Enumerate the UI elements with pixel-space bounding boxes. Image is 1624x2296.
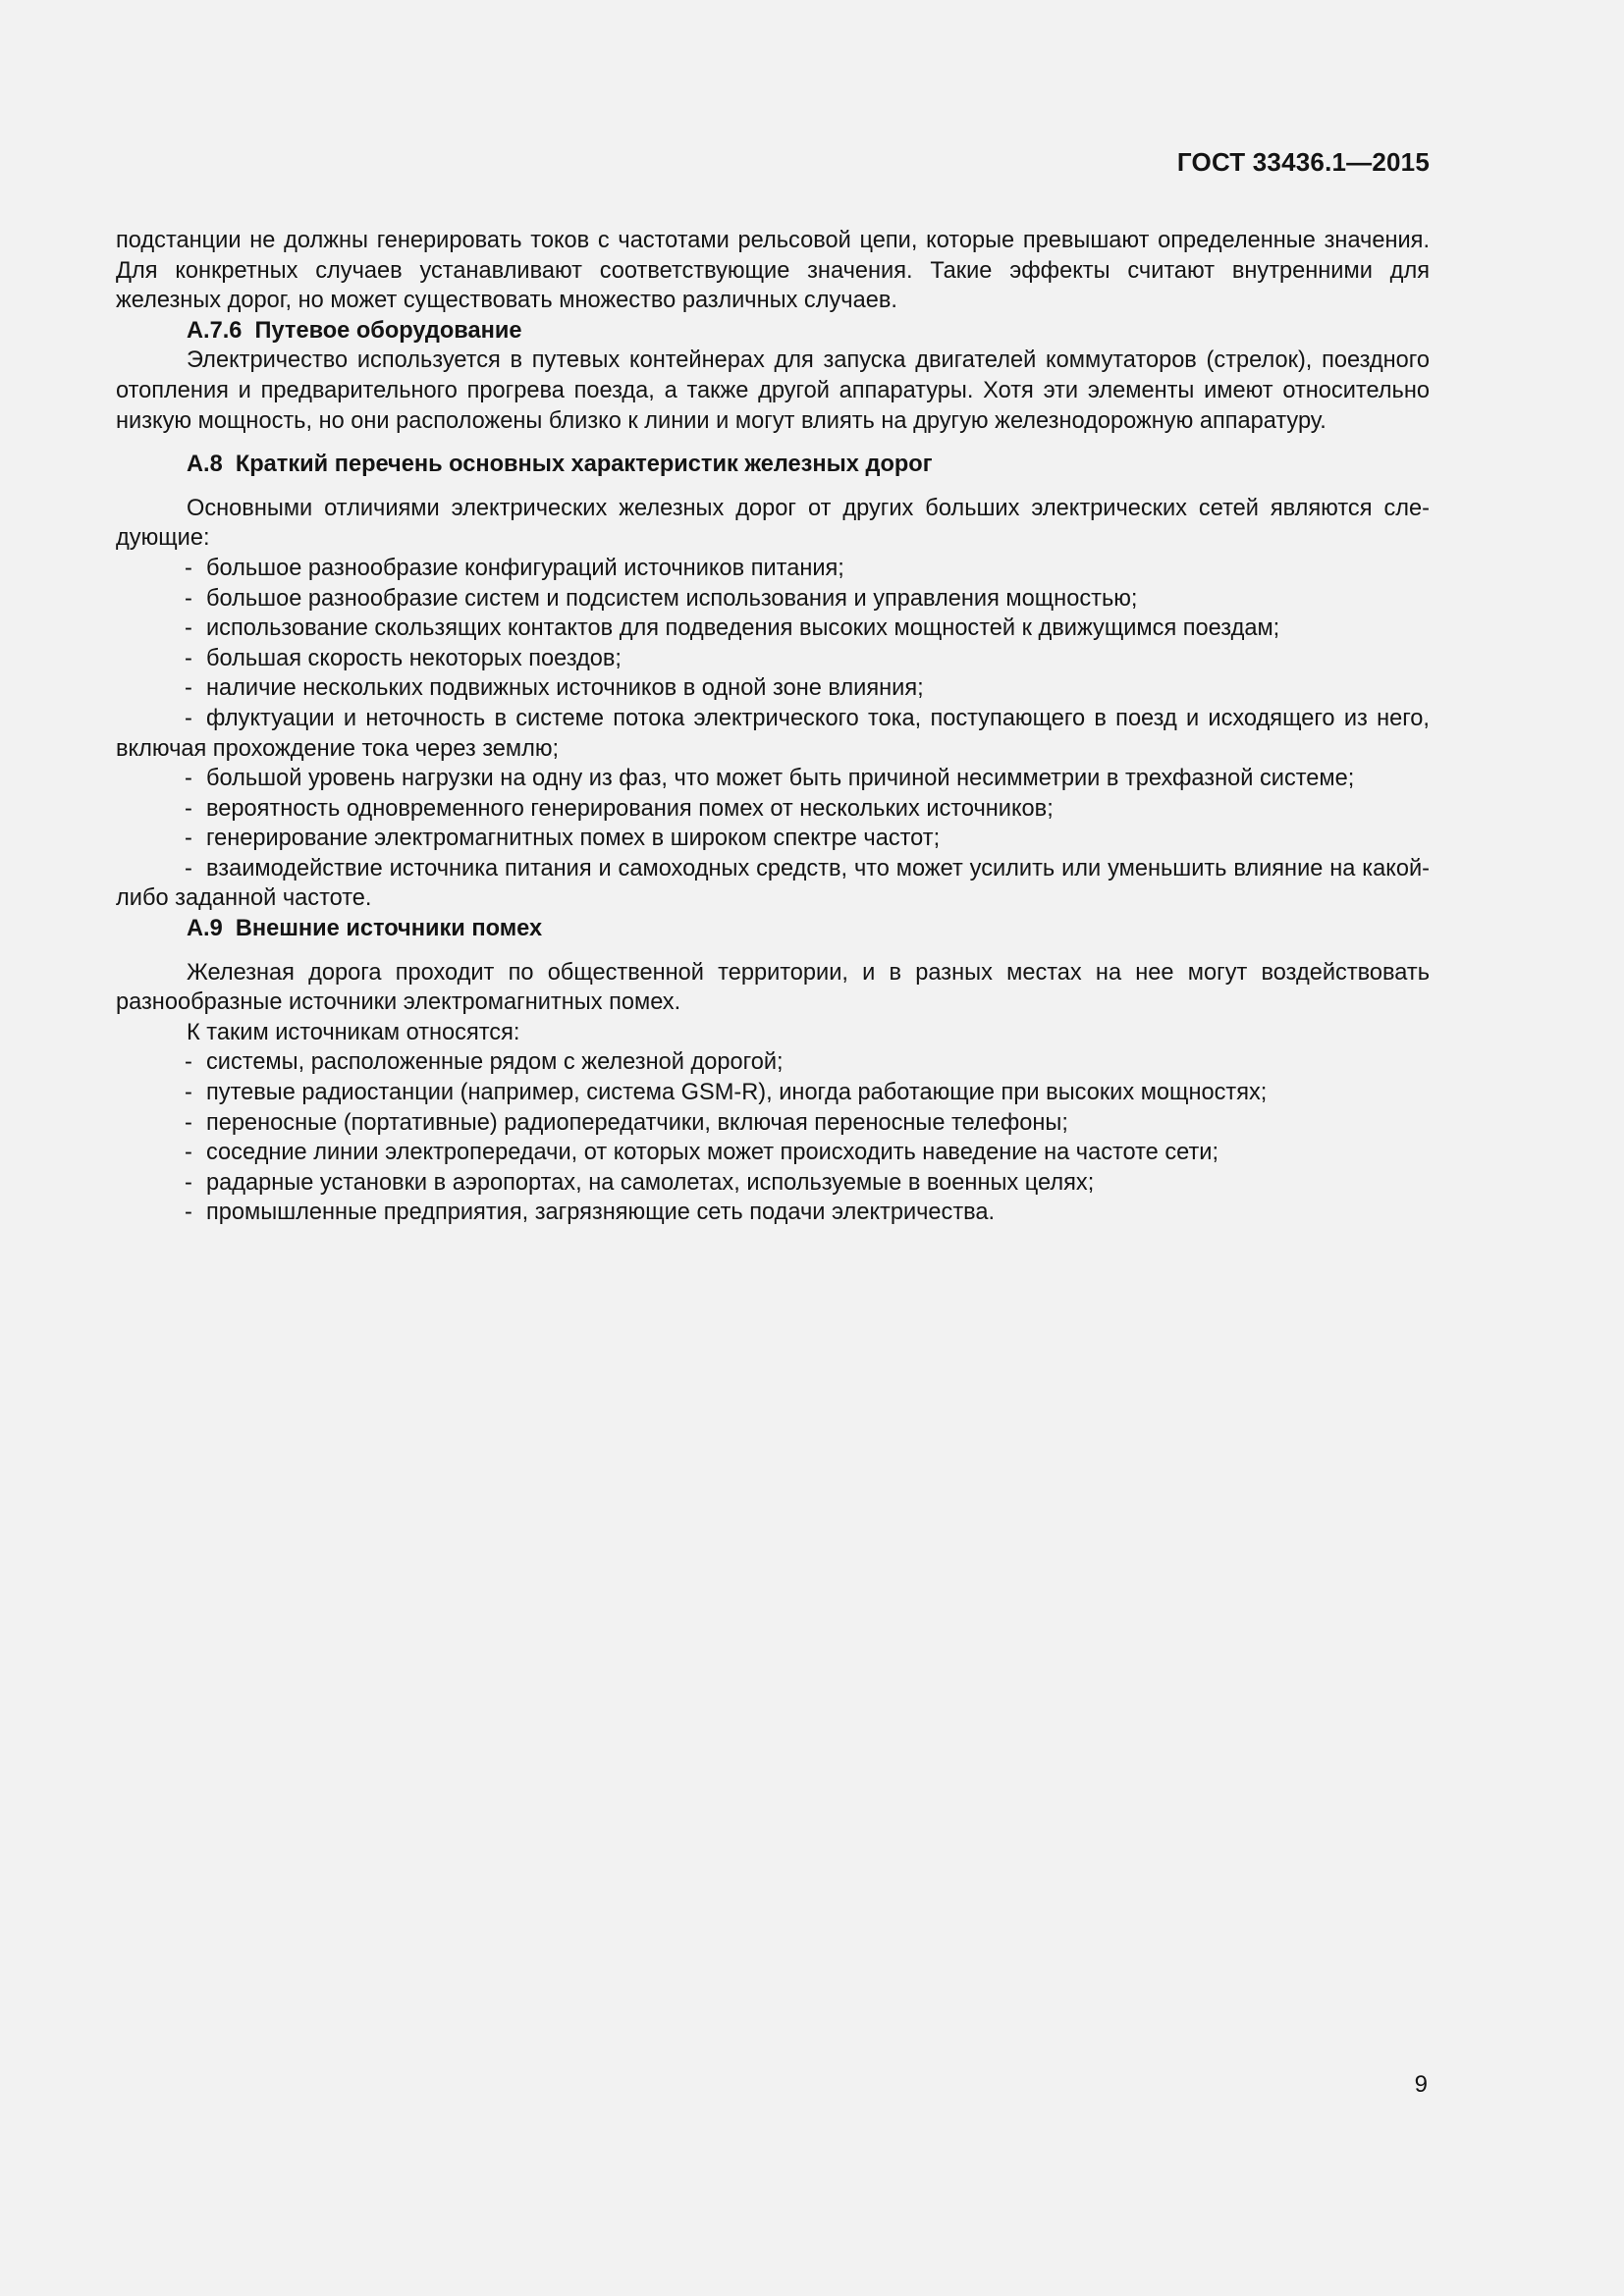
list-item: - большая скорость некоторых поездов; [185, 645, 622, 671]
intro-paragraph: подстанции не должны генерировать токов с частотами рельсовой цепи, которые превышают определенные значения. Для конкретных случаев устанавливают соответствующие значения. Такие эффекты считают внутренними для железных дорог, но может существовать множество различных случаев. [116, 228, 1430, 314]
list-item: - вероятность одновременного генерирования помех от нескольких источников; [185, 795, 1054, 822]
section-a8-title: Краткий перечень основных характеристик железных дорог [235, 452, 933, 478]
section-a8-heading [116, 450, 1430, 480]
document-body [116, 226, 1430, 1228]
document-code: ГОСТ 33436.1—2015 [1176, 147, 1430, 177]
section-a76-number: А.7.6 [187, 317, 243, 344]
list-item: - системы, расположенные рядом с железной дорогой; [185, 1049, 784, 1076]
section-a9-title: Внешние источники помех [235, 916, 543, 942]
section-a76-heading [116, 316, 1430, 347]
section-a8-list [116, 554, 1430, 914]
list-item: - большое разнообразие систем и подсистем использования и управления мощностью; [185, 585, 1138, 612]
list-item: - переносные (портативные) радиопередатчики, включая переносные телефоны; [185, 1109, 1068, 1136]
section-a9-paragraph: Железная дорога проходит по общественной территории, и в разных местах на нее могут воздействовать разнообразные источники электромагнитных помех. [116, 959, 1430, 1016]
list-item: - генерирование электромагнитных помех в широком спектре частот; [185, 826, 941, 852]
list-item: - путевые радиостанции (например, система GSM-R), иногда работающие при высоких мощностях; [185, 1080, 1268, 1106]
list-item: - флуктуации и неточность в системе потока электрического тока, поступающего в поезд и исходящего из него, включая прохождение тока через землю; [116, 705, 1430, 762]
list-item: - большой уровень нагрузки на одну из фаз, что может быть причиной несимметрии в трехфазной системе; [185, 766, 1355, 792]
list-item: - большое разнообразие конфигураций источников питания; [185, 555, 844, 581]
section-a76-title: Путевое оборудование [254, 317, 522, 344]
page-number: 9 [1414, 2071, 1428, 2098]
list-item: - взаимодействие источника питания и самоходных средств, что может усилить или уменьшить влияние на какой-либо заданной частоте. [116, 855, 1430, 912]
list-item: - соседние линии электропередачи, от которых может происходить наведение на частоте сети; [185, 1140, 1219, 1166]
list-item: - наличие нескольких подвижных источников в одной зоне влияния; [185, 675, 924, 702]
list-item: - промышленные предприятия, загрязняющие сеть подачи электричества. [185, 1200, 996, 1226]
list-item: - использование скользящих контактов для подведения высоких мощностей к движущимся поездам; [185, 615, 1280, 642]
section-a8-number: А.8 [187, 452, 223, 478]
section-a9-lead: К таким источникам относятся: [187, 1019, 520, 1045]
section-a9-heading [116, 914, 1430, 944]
section-a76-paragraph: Электричество используется в путевых контейнерах для запуска двигателей коммутаторов (стрелок), поездного отопления и предварительного прогрева поезда, а также другой аппаратуры. Хотя эти элементы имеют относительно низкую мощность, но они расположены близко к линии и могут влиять на другую железнодорожную аппаратуру. [116, 347, 1430, 434]
section-a9-list [116, 1047, 1430, 1228]
list-item: - радарные установки в аэропортах, на самолетах, используемые в военных целях; [185, 1169, 1095, 1196]
section-a9-number: А.9 [187, 916, 223, 942]
section-a8-lead: Основными отличиями электрических железных дорог от других больших электрических сетей являются следующие: [116, 495, 1430, 552]
